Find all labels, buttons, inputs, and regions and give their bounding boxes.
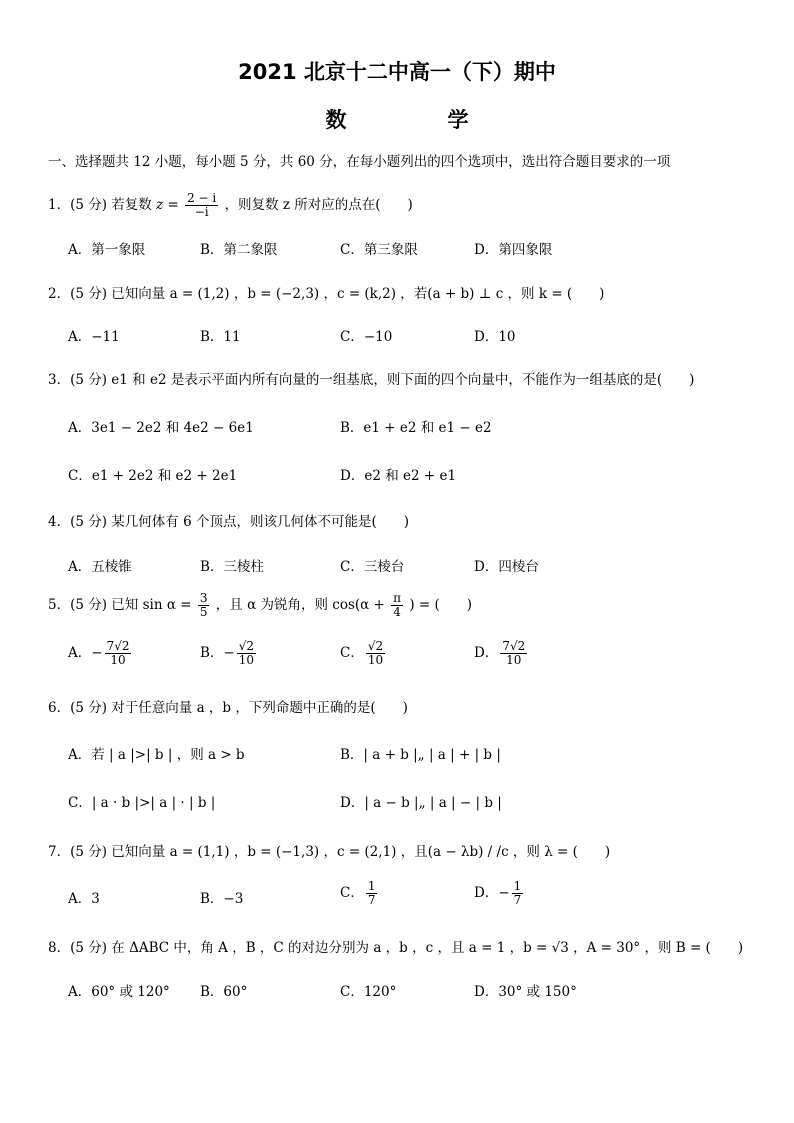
question-2: 2．(5 分) 已知向量 a = (1,2) ，b = (−2,3) ，c = (k,2) ，若(a + b) ⊥ c ，则 k = ( ) (48, 286, 605, 302)
q1-option-c[interactable]: C．第三象限 (340, 242, 418, 258)
q3-option-a[interactable]: A．3e1 − 2e2 和 4e2 − 6e1 (68, 420, 254, 436)
q1-stem-before: 1．(5 分) 若复数 (48, 197, 152, 213)
question-4: 4．(5 分) 某几何体有 6 个顶点，则该几何体不可能是( ) (48, 514, 409, 530)
question-7: 7．(5 分) 已知向量 a = (1,1) ，b = (−1,3) ，c = (2,1) ，且(a − λb) / /c ，则 λ = ( ) (48, 844, 611, 860)
q2-option-a[interactable]: A．−11 (68, 329, 120, 345)
q2-option-c[interactable]: C．−10 (340, 329, 393, 345)
q8-option-d[interactable]: D．30° 或 150° (474, 984, 577, 1000)
section-heading: 一、选择题共 12 小题，每小题 5 分，共 60 分，在每小题列出的四个选项中，选出符合题目要求的一项 (48, 154, 671, 170)
q5-stem-mid: ，且 α 为锐角，则 cos(α + (215, 597, 385, 613)
q1-option-b[interactable]: B．第二象限 (200, 242, 278, 258)
q5-option-b[interactable]: B．− $\frac{√2}{10}$ (200, 639, 255, 667)
q8-option-a[interactable]: A．60° 或 120° (68, 984, 170, 1000)
q7-option-c[interactable]: C． $\frac{1}{7}$ (340, 879, 376, 907)
q5-stem-after: ) = ( ) (409, 597, 473, 613)
q1-option-a[interactable]: A．第一象限 (68, 242, 146, 258)
q1-stem-after: ，则复数 z 所对应的点在( ) (224, 197, 413, 213)
q6-option-a[interactable]: A．若 | a |>| b | ，则 a > b (68, 747, 245, 763)
question-8: 8．(5 分) 在 ΔABC 中，角 A ，B ，C 的对边分别为 a ，b ，c ，且 a = 1 ，b = √3 ，A = 30° ，则 B = ( ) (48, 940, 744, 956)
q3-option-b[interactable]: B．e1 + e2 和 e1 − e2 (340, 420, 492, 436)
q4-option-a[interactable]: A．五棱锥 (68, 559, 132, 575)
q7-option-a[interactable]: A．3 (68, 891, 100, 907)
q6-option-b[interactable]: B．| a + b |„ | a | + | b | (340, 747, 501, 763)
q1-fraction: $\frac{2 - i}{-i}$ (187, 191, 217, 219)
q2-option-d[interactable]: D．10 (474, 329, 516, 345)
q4-option-c[interactable]: C．三棱台 (340, 559, 405, 575)
q5-stem-before: 5．(5 分) 已知 sin α = (48, 597, 192, 613)
exam-title: 2021 北京十二中高一（下）期中 (238, 60, 556, 84)
question-3: 3．(5 分) e1 和 e2 是表示平面内所有向量的一组基底，则下面的四个向量中，不能作为一组基底的是( ) (48, 372, 695, 388)
q5-option-d[interactable]: D． $\frac{7√2}{10}$ (474, 639, 526, 667)
q4-option-d[interactable]: D．四棱台 (474, 559, 539, 575)
q5-option-a[interactable]: A．− $\frac{7√2}{10}$ (68, 639, 130, 667)
q7-option-b[interactable]: B．−3 (200, 891, 244, 907)
q6-option-d[interactable]: D．| a − b |„ | a | − | b | (340, 795, 502, 811)
subject-heading: 数 学 (325, 107, 509, 132)
q3-option-d[interactable]: D．e2 和 e2 + e1 (340, 468, 457, 484)
q2-option-b[interactable]: B．11 (200, 329, 241, 345)
q5-fraction-angle: $\frac{\pi}{4}$ (393, 591, 402, 619)
q5-option-c[interactable]: C． $\frac{√2}{10}$ (340, 639, 384, 667)
q5-fraction-sin: $\frac{3}{5}$ (199, 591, 208, 619)
question-1 (48, 192, 413, 219)
q6-option-c[interactable]: C．| a · b |>| a | · | b | (68, 795, 216, 811)
q7-option-d[interactable]: D．− $\frac{1}{7}$ (474, 879, 522, 907)
q1-option-d[interactable]: D．第四象限 (474, 242, 553, 258)
q4-option-b[interactable]: B．三棱柱 (200, 559, 264, 575)
question-5 (48, 592, 472, 619)
q3-option-c[interactable]: C．e1 + 2e2 和 e2 + 2e1 (68, 468, 238, 484)
q8-option-c[interactable]: C．120° (340, 984, 397, 1000)
q8-option-b[interactable]: B．60° (200, 984, 248, 1000)
question-6: 6．(5 分) 对于任意向量 a ，b ，下列命题中正确的是( ) (48, 700, 408, 716)
q1-var: z = (156, 197, 179, 213)
